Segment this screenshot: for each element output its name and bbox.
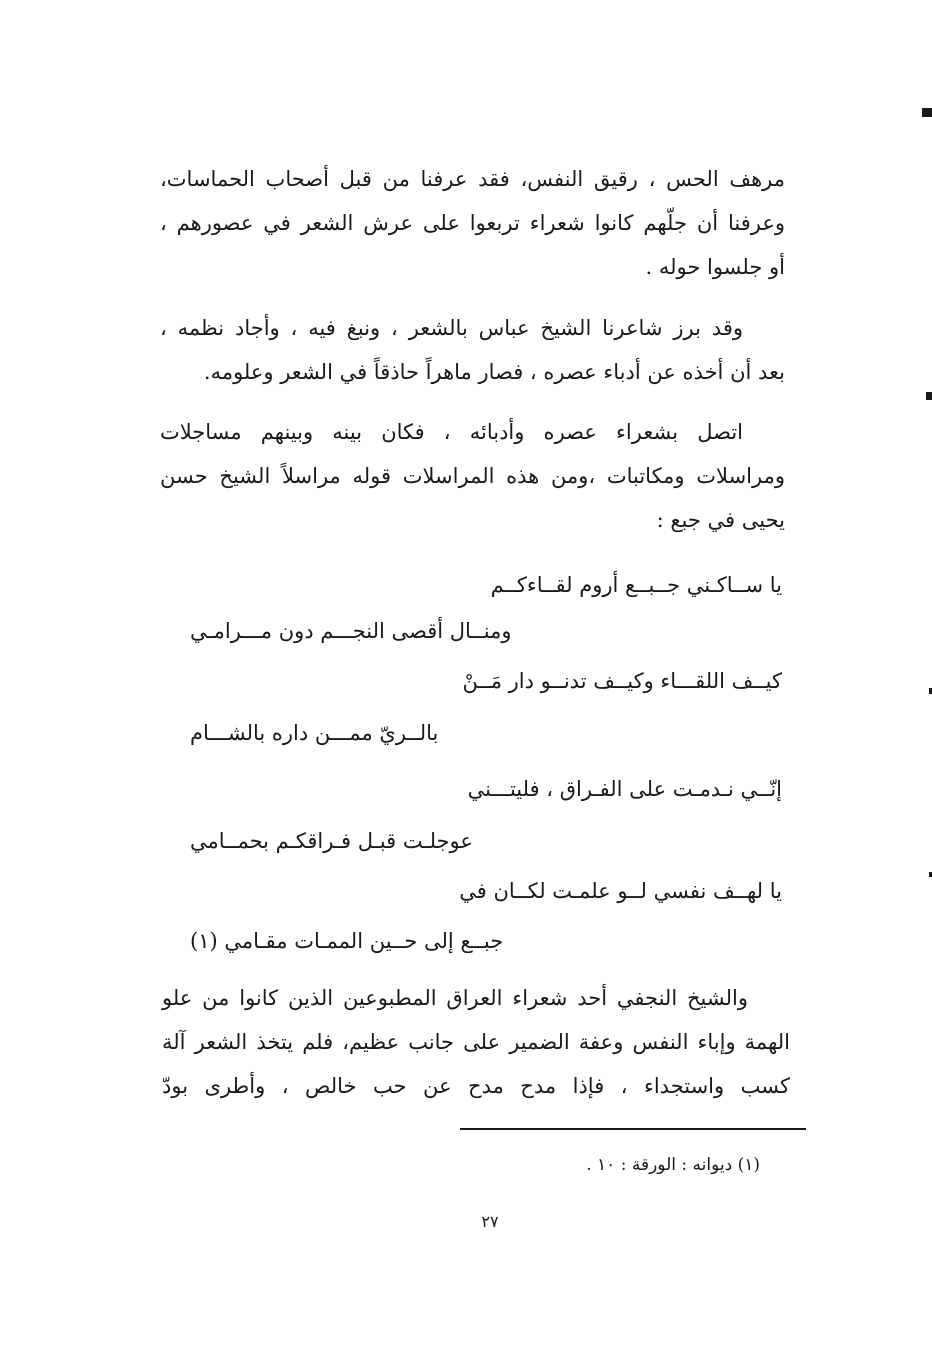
paragraph-2 <box>160 306 785 394</box>
paragraph-line: الهمة وإباء النفس وعفة الضمير على جانب عظيم، فلم يتخذ الشعر آلة <box>162 1030 790 1054</box>
paragraph-3 <box>160 410 785 542</box>
paragraph-line: يحيى في جبع : <box>656 508 785 532</box>
paragraph-line: اتصل بشعراء عصره وأدبائه ، فكان بينه وبينهم مساجلات <box>160 420 743 444</box>
footnote: (١) ديوانه : الورقة : ١٠ . <box>586 1155 760 1175</box>
page-number: ٢٧ <box>481 1212 499 1231</box>
verse-2-first-hemistich: كيــف اللقـــاء وكيــف تدنــو دار مَــنْ <box>462 669 782 693</box>
paragraph-line: كسب واستجداء ، فإذا مدح مدح عن حب خالص ، وأطرى بودّ <box>162 1074 790 1098</box>
paragraph-line: ومراسلات ومكاتبات ،ومن هذه المراسلات قوله مراسلاً الشيخ حسن <box>160 464 785 488</box>
paragraph-1 <box>160 157 785 289</box>
footnote-separator <box>460 1128 806 1130</box>
verse-1-first-hemistich: يا ســاكـني جــبــع أروم لقــاءكــم <box>490 573 782 597</box>
paragraph-line: أو جلسوا حوله . <box>645 255 785 279</box>
scan-mark <box>926 392 932 400</box>
verse-4-second-hemistich: جبــع إلى حــين الممـات مقـامي (١) <box>190 929 504 953</box>
verse-1-second-hemistich: ومنــال أقصى النجـــم دون مـــرامـي <box>190 619 512 643</box>
paragraph-line: مرهف الحس ، رقيق النفس، فقد عرفنا من قبل أصحاب الحماسات، <box>160 167 785 191</box>
paragraph-line: بعد أن أخذه عن أدباء عصره ، فصار ماهراً حاذقاً في الشعر وعلومه. <box>203 360 785 384</box>
paragraph-line: وقد برز شاعرنا الشيخ عباس بالشعر ، ونبغ فيه ، وأجاد نظمه ، <box>160 316 743 340</box>
verse-2-second-hemistich: بالــريّ ممـــن داره بالشـــام <box>190 721 439 745</box>
verse-3-first-hemistich: إنّــي نـدمـت على الفـراق ، فليتـــني <box>467 777 782 801</box>
verse-3-second-hemistich: عوجلـت قبـل فـراقكـم بحمــامي <box>190 829 473 853</box>
verse-4-first-hemistich: يا لهــف نفسي لــو علمـت لكــان في <box>459 879 782 903</box>
paragraph-4 <box>162 976 790 1108</box>
paragraph-line: والشيخ النجفي أحد شعراء العراق المطبوعين الذين كانوا من علو <box>162 986 748 1010</box>
scan-mark <box>922 108 932 117</box>
paragraph-line: وعرفنا أن جلّهم كانوا شعراء تربعوا على عرش الشعر في عصورهم ، <box>160 211 785 235</box>
